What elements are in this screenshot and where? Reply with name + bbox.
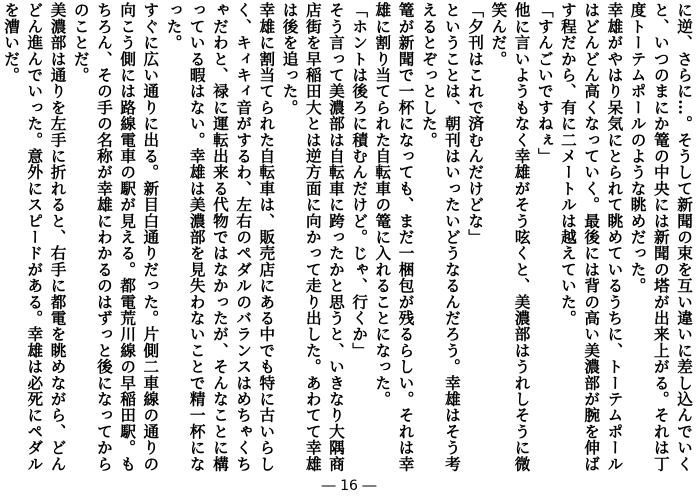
dialogue-line: 「すんごいですねぇ」: [535, 2, 555, 164]
paragraph: そう言って美濃部は自転車に跨ったかと思うと、いきなり大隅商店街を早稲田大とは逆方面に向かって走り出した。あわてて幸雄は後を追った。: [280, 2, 346, 472]
paragraph: ということは、朝刊はいったいどうなるんだろう。幸雄はそう考えるとぞっとした。: [419, 2, 462, 472]
page-number: ― 16 ―: [321, 478, 377, 494]
paragraph: 幸雄に割当てられた自転車は、販売店にある中でも特に古いらしく、キィキィ音がするわ、左右のペダルのバランスはめちゃくちゃだわと、禄に運転出来る代物ではなかったが、そんなことに構っている暇はない。幸雄は美濃部を見失わないことで精一杯になった。: [164, 2, 277, 472]
paragraph: 他に言いようもなく幸雄がそう呟くと、美濃部はうれしそうに微笑んだ。: [489, 2, 532, 472]
dialogue-line: 「ホントは後ろに積むんだけど。じゃ、行くか」: [350, 2, 370, 359]
paragraph: 美濃部は通りを左手に折れると、右手に都電を眺めながら、どんどん進んでいった。意外にスピードがある。幸雄は必死にペダルを漕いだ。: [2, 2, 68, 472]
paragraph: 幸雄がやはり呆気にとられて眺めているうちに、トーテムポールはどんどん高くなっていく。最後には背の高い美濃部が腕を伸ばす程だから、有に二メートルは越えていた。: [558, 2, 625, 472]
dialogue-line: 「夕刊はこれで済むんだけどな」: [466, 2, 486, 245]
paragraph: に逆、さらに…。そうして新聞の束を互い違いに差し込んでいくと、いつのまにか篭の中央には新聞の塔が出来上がる。それは丁度トーテムポールのような眺めだった。: [628, 2, 694, 472]
vertical-text-body: [2, 2, 696, 474]
paragraph: すぐに広い通りに出る。新目白通りだった。片側二車線の通りの向こう側には路線電車の駅が見える。都電荒川線の早稲田駅。もちろん、その手の名称が幸雄にわかるのはずっと後になってからのことだ。: [71, 2, 161, 472]
paragraph: 篭が新聞で一杯になっても、まだ一梱包が残るらしい。それは幸雄に割り当てられた自転車の篭に入れることになった。: [373, 2, 416, 472]
